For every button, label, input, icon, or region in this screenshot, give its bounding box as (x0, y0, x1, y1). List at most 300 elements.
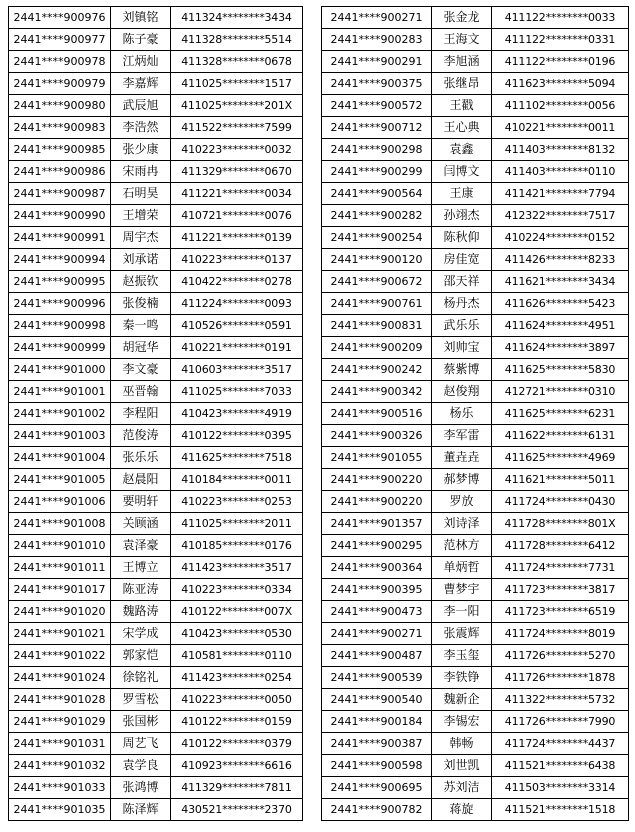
ticket-number-cell: 2441****900298 (322, 139, 432, 161)
table-row (9, 689, 303, 711)
table-row (322, 645, 629, 667)
table-row (322, 139, 629, 161)
table-row (9, 403, 303, 425)
id-number-cell: 411329********7811 (171, 777, 303, 799)
ticket-number-cell: 2441****900986 (9, 161, 111, 183)
table-row (322, 29, 629, 51)
table-row (322, 623, 629, 645)
id-number-cell: 411122********0033 (492, 7, 629, 29)
id-number-cell: 410221********0011 (492, 117, 629, 139)
id-number-cell: 411726********5270 (492, 645, 629, 667)
table-row (322, 557, 629, 579)
id-number-cell: 410423********4919 (171, 403, 303, 425)
ticket-number-cell: 2441****901033 (9, 777, 111, 799)
table-row (322, 755, 629, 777)
ticket-number-cell: 2441****901022 (9, 645, 111, 667)
student-name-cell: 张金龙 (432, 7, 492, 29)
student-name-cell: 李一阳 (432, 601, 492, 623)
student-name-cell: 魏新企 (432, 689, 492, 711)
id-number-cell: 411624********4951 (492, 315, 629, 337)
ticket-number-cell: 2441****900695 (322, 777, 432, 799)
table-row (9, 183, 303, 205)
table-row (9, 337, 303, 359)
table-row (9, 535, 303, 557)
table-row (9, 293, 303, 315)
ticket-number-cell: 2441****900672 (322, 271, 432, 293)
ticket-number-cell: 2441****900242 (322, 359, 432, 381)
id-number-cell: 411625********4969 (492, 447, 629, 469)
table-row (9, 161, 303, 183)
student-name-cell: 陈子豪 (111, 29, 171, 51)
table-row (9, 249, 303, 271)
student-name-cell: 赵俊翔 (432, 381, 492, 403)
student-name-cell: 李程阳 (111, 403, 171, 425)
id-number-cell: 410122********0395 (171, 425, 303, 447)
ticket-number-cell: 2441****900991 (9, 227, 111, 249)
table-row (9, 645, 303, 667)
id-number-cell: 410223********0334 (171, 579, 303, 601)
table-row (9, 315, 303, 337)
ticket-number-cell: 2441****901003 (9, 425, 111, 447)
student-name-cell: 秦一鸣 (111, 315, 171, 337)
table-row (322, 601, 629, 623)
id-number-cell: 411726********7990 (492, 711, 629, 733)
student-name-cell: 李玉玺 (432, 645, 492, 667)
student-name-cell: 单炳哲 (432, 557, 492, 579)
ticket-number-cell: 2441****900564 (322, 183, 432, 205)
ticket-number-cell: 2441****900220 (322, 469, 432, 491)
ticket-number-cell: 2441****900364 (322, 557, 432, 579)
id-number-cell: 411728********6412 (492, 535, 629, 557)
id-number-cell: 410224********0152 (492, 227, 629, 249)
table-row (9, 469, 303, 491)
student-name-cell: 闫博文 (432, 161, 492, 183)
id-number-cell: 412721********0310 (492, 381, 629, 403)
student-name-cell: 郝梦博 (432, 469, 492, 491)
ticket-number-cell: 2441****900782 (322, 799, 432, 821)
student-name-cell: 关顾涵 (111, 513, 171, 535)
student-name-cell: 罗放 (432, 491, 492, 513)
id-number-cell: 411723********6519 (492, 601, 629, 623)
id-number-cell: 411625********6231 (492, 403, 629, 425)
ticket-number-cell: 2441****901031 (9, 733, 111, 755)
student-name-cell: 石明昊 (111, 183, 171, 205)
ticket-number-cell: 2441****900980 (9, 95, 111, 117)
ticket-number-cell: 2441****900712 (322, 117, 432, 139)
id-number-cell: 411328********0678 (171, 51, 303, 73)
table-row (322, 513, 629, 535)
student-name-cell: 武辰旭 (111, 95, 171, 117)
id-number-cell: 411623********5094 (492, 73, 629, 95)
table-row (9, 491, 303, 513)
student-name-cell: 王戳 (432, 95, 492, 117)
id-number-cell: 411025********201X (171, 95, 303, 117)
id-number-cell: 410223********0253 (171, 491, 303, 513)
roster-table-left (8, 6, 303, 821)
table-row (322, 711, 629, 733)
id-number-cell: 410223********0137 (171, 249, 303, 271)
ticket-number-cell: 2441****900283 (322, 29, 432, 51)
ticket-number-cell: 2441****901002 (9, 403, 111, 425)
ticket-number-cell: 2441****900282 (322, 205, 432, 227)
id-number-cell: 410223********0032 (171, 139, 303, 161)
id-number-cell: 410221********0191 (171, 337, 303, 359)
id-number-cell: 411122********0196 (492, 51, 629, 73)
table-row (9, 359, 303, 381)
ticket-number-cell: 2441****900572 (322, 95, 432, 117)
student-name-cell: 宋雨冉 (111, 161, 171, 183)
table-row (322, 535, 629, 557)
student-name-cell: 杨乐 (432, 403, 492, 425)
table-row (322, 667, 629, 689)
student-name-cell: 张俊楠 (111, 293, 171, 315)
ticket-number-cell: 2441****900996 (9, 293, 111, 315)
student-name-cell: 武乐乐 (432, 315, 492, 337)
ticket-number-cell: 2441****901029 (9, 711, 111, 733)
ticket-number-cell: 2441****900994 (9, 249, 111, 271)
student-name-cell: 江炳灿 (111, 51, 171, 73)
table-row (322, 381, 629, 403)
student-name-cell: 刘诗泽 (432, 513, 492, 535)
id-number-cell: 411624********3897 (492, 337, 629, 359)
student-name-cell: 袁鑫 (432, 139, 492, 161)
id-number-cell: 411723********3817 (492, 579, 629, 601)
ticket-number-cell: 2441****901010 (9, 535, 111, 557)
id-number-cell: 410721********0076 (171, 205, 303, 227)
table-row (9, 799, 303, 821)
ticket-number-cell: 2441****900831 (322, 315, 432, 337)
id-number-cell: 411625********7518 (171, 447, 303, 469)
table-row (322, 337, 629, 359)
ticket-number-cell: 2441****900271 (322, 623, 432, 645)
id-number-cell: 411521********1518 (492, 799, 629, 821)
table-row (9, 601, 303, 623)
id-number-cell: 411221********0034 (171, 183, 303, 205)
ticket-number-cell: 2441****900985 (9, 139, 111, 161)
ticket-number-cell: 2441****900539 (322, 667, 432, 689)
table-row (322, 799, 629, 821)
ticket-number-cell: 2441****901021 (9, 623, 111, 645)
table-row (322, 293, 629, 315)
ticket-number-cell: 2441****901011 (9, 557, 111, 579)
table-row (322, 469, 629, 491)
table-row (322, 7, 629, 29)
table-row (322, 425, 629, 447)
ticket-number-cell: 2441****900999 (9, 337, 111, 359)
id-number-cell: 411328********5514 (171, 29, 303, 51)
ticket-number-cell: 2441****900326 (322, 425, 432, 447)
id-number-cell: 411324********3434 (171, 7, 303, 29)
roster-table-left-body (9, 7, 303, 821)
ticket-number-cell: 2441****901020 (9, 601, 111, 623)
student-name-cell: 袁泽豪 (111, 535, 171, 557)
table-row (9, 623, 303, 645)
ticket-number-cell: 2441****900220 (322, 491, 432, 513)
student-name-cell: 赵晨阳 (111, 469, 171, 491)
ticket-number-cell: 2441****900516 (322, 403, 432, 425)
id-number-cell: 411329********0670 (171, 161, 303, 183)
table-row (322, 51, 629, 73)
student-name-cell: 王康 (432, 183, 492, 205)
id-number-cell: 411521********6438 (492, 755, 629, 777)
id-number-cell: 411221********0139 (171, 227, 303, 249)
table-row (9, 227, 303, 249)
ticket-number-cell: 2441****900983 (9, 117, 111, 139)
table-row (9, 579, 303, 601)
id-number-cell: 411025********2011 (171, 513, 303, 535)
id-number-cell: 410223********0050 (171, 689, 303, 711)
table-row (322, 73, 629, 95)
student-name-cell: 刘镇铭 (111, 7, 171, 29)
student-name-cell: 张国彬 (111, 711, 171, 733)
student-name-cell: 李旭涵 (432, 51, 492, 73)
student-name-cell: 王增荣 (111, 205, 171, 227)
roster-table-right (321, 6, 629, 821)
student-name-cell: 范林方 (432, 535, 492, 557)
ticket-number-cell: 2441****900987 (9, 183, 111, 205)
student-name-cell: 周宇杰 (111, 227, 171, 249)
table-row (9, 755, 303, 777)
ticket-number-cell: 2441****901024 (9, 667, 111, 689)
id-number-cell: 411403********0110 (492, 161, 629, 183)
student-name-cell: 周艺飞 (111, 733, 171, 755)
table-row (322, 447, 629, 469)
table-row (9, 513, 303, 535)
student-name-cell: 房佳宽 (432, 249, 492, 271)
table-row (9, 667, 303, 689)
table-row (322, 205, 629, 227)
id-number-cell: 411724********0430 (492, 491, 629, 513)
student-name-cell: 曹梦宇 (432, 579, 492, 601)
ticket-number-cell: 2441****901032 (9, 755, 111, 777)
id-number-cell: 411025********1517 (171, 73, 303, 95)
ticket-number-cell: 2441****901008 (9, 513, 111, 535)
table-row (322, 777, 629, 799)
id-number-cell: 411724********4437 (492, 733, 629, 755)
id-number-cell: 411621********5011 (492, 469, 629, 491)
student-name-cell: 李铁铮 (432, 667, 492, 689)
ticket-number-cell: 2441****900598 (322, 755, 432, 777)
id-number-cell: 411403********8132 (492, 139, 629, 161)
id-number-cell: 410526********0591 (171, 315, 303, 337)
id-number-cell: 411423********0254 (171, 667, 303, 689)
id-number-cell: 411102********0056 (492, 95, 629, 117)
ticket-number-cell: 2441****901001 (9, 381, 111, 403)
ticket-number-cell: 2441****901035 (9, 799, 111, 821)
table-row (9, 711, 303, 733)
id-number-cell: 411122********0331 (492, 29, 629, 51)
student-name-cell: 张乐乐 (111, 447, 171, 469)
ticket-number-cell: 2441****900120 (322, 249, 432, 271)
student-name-cell: 要明轩 (111, 491, 171, 513)
table-row (322, 161, 629, 183)
id-number-cell: 411625********5830 (492, 359, 629, 381)
student-name-cell: 范俊涛 (111, 425, 171, 447)
ticket-number-cell: 2441****900761 (322, 293, 432, 315)
id-number-cell: 411224********0093 (171, 293, 303, 315)
id-number-cell: 411423********3517 (171, 557, 303, 579)
ticket-number-cell: 2441****901028 (9, 689, 111, 711)
table-row (9, 271, 303, 293)
table-row (9, 777, 303, 799)
ticket-number-cell: 2441****900254 (322, 227, 432, 249)
student-name-cell: 刘承诺 (111, 249, 171, 271)
id-number-cell: 410122********007X (171, 601, 303, 623)
student-name-cell: 李浩然 (111, 117, 171, 139)
id-number-cell: 411025********7033 (171, 381, 303, 403)
table-row (9, 425, 303, 447)
table-row (322, 315, 629, 337)
table-row (9, 139, 303, 161)
table-row (322, 183, 629, 205)
ticket-number-cell: 2441****901005 (9, 469, 111, 491)
table-row (9, 7, 303, 29)
table-row (322, 491, 629, 513)
table-row (322, 95, 629, 117)
student-name-cell: 苏刘洁 (432, 777, 492, 799)
id-number-cell: 410122********0159 (171, 711, 303, 733)
id-number-cell: 411621********3434 (492, 271, 629, 293)
student-name-cell: 蒋旋 (432, 799, 492, 821)
ticket-number-cell: 2441****900990 (9, 205, 111, 227)
table-row (9, 447, 303, 469)
id-number-cell: 430521********2370 (171, 799, 303, 821)
student-name-cell: 陈亚涛 (111, 579, 171, 601)
table-row (322, 271, 629, 293)
table-row (9, 117, 303, 139)
student-name-cell: 张少康 (111, 139, 171, 161)
id-number-cell: 410185********0176 (171, 535, 303, 557)
student-name-cell: 李锡宏 (432, 711, 492, 733)
student-name-cell: 巫晋翰 (111, 381, 171, 403)
id-number-cell: 410184********0011 (171, 469, 303, 491)
id-number-cell: 411322********5732 (492, 689, 629, 711)
table-row (9, 733, 303, 755)
id-number-cell: 410423********0530 (171, 623, 303, 645)
table-row (9, 95, 303, 117)
student-name-cell: 王海文 (432, 29, 492, 51)
id-number-cell: 410422********0278 (171, 271, 303, 293)
table-row (9, 29, 303, 51)
id-number-cell: 411503********3314 (492, 777, 629, 799)
student-name-cell: 胡冠华 (111, 337, 171, 359)
table-row (322, 403, 629, 425)
ticket-number-cell: 2441****901000 (9, 359, 111, 381)
ticket-number-cell: 2441****900979 (9, 73, 111, 95)
student-name-cell: 孙翊杰 (432, 205, 492, 227)
ticket-number-cell: 2441****900998 (9, 315, 111, 337)
student-name-cell: 魏路涛 (111, 601, 171, 623)
id-number-cell: 411426********8233 (492, 249, 629, 271)
ticket-number-cell: 2441****900976 (9, 7, 111, 29)
student-name-cell: 郭家恺 (111, 645, 171, 667)
id-number-cell: 411726********1878 (492, 667, 629, 689)
ticket-number-cell: 2441****900342 (322, 381, 432, 403)
ticket-number-cell: 2441****900271 (322, 7, 432, 29)
student-name-cell: 王心典 (432, 117, 492, 139)
table-row (9, 51, 303, 73)
student-name-cell: 韩畅 (432, 733, 492, 755)
ticket-number-cell: 2441****900299 (322, 161, 432, 183)
ticket-number-cell: 2441****900473 (322, 601, 432, 623)
table-row (322, 689, 629, 711)
id-number-cell: 410122********0379 (171, 733, 303, 755)
table-row (322, 227, 629, 249)
student-name-cell: 赵振钦 (111, 271, 171, 293)
student-name-cell: 张震辉 (432, 623, 492, 645)
student-name-cell: 王博立 (111, 557, 171, 579)
ticket-number-cell: 2441****900995 (9, 271, 111, 293)
student-name-cell: 杨丹杰 (432, 293, 492, 315)
ticket-number-cell: 2441****901006 (9, 491, 111, 513)
student-name-cell: 蔡紫博 (432, 359, 492, 381)
id-number-cell: 411421********7794 (492, 183, 629, 205)
id-number-cell: 411724********7731 (492, 557, 629, 579)
student-name-cell: 李文豪 (111, 359, 171, 381)
id-number-cell: 410581********0110 (171, 645, 303, 667)
id-number-cell: 411522********7599 (171, 117, 303, 139)
id-number-cell: 411626********5423 (492, 293, 629, 315)
id-number-cell: 411728********801X (492, 513, 629, 535)
ticket-number-cell: 2441****900387 (322, 733, 432, 755)
ticket-number-cell: 2441****900540 (322, 689, 432, 711)
id-number-cell: 411724********8019 (492, 623, 629, 645)
student-name-cell: 张继昂 (432, 73, 492, 95)
ticket-number-cell: 2441****900977 (9, 29, 111, 51)
student-name-cell: 刘世凯 (432, 755, 492, 777)
ticket-number-cell: 2441****900209 (322, 337, 432, 359)
ticket-number-cell: 2441****901004 (9, 447, 111, 469)
ticket-number-cell: 2441****901055 (322, 447, 432, 469)
id-number-cell: 410603********3517 (171, 359, 303, 381)
student-name-cell: 宋学成 (111, 623, 171, 645)
table-row (9, 73, 303, 95)
id-number-cell: 412322********7517 (492, 205, 629, 227)
student-name-cell: 罗雪松 (111, 689, 171, 711)
student-name-cell: 陈秋仰 (432, 227, 492, 249)
ticket-number-cell: 2441****900375 (322, 73, 432, 95)
id-number-cell: 410923********6616 (171, 755, 303, 777)
ticket-number-cell: 2441****900978 (9, 51, 111, 73)
ticket-number-cell: 2441****900184 (322, 711, 432, 733)
ticket-number-cell: 2441****901357 (322, 513, 432, 535)
table-row (322, 249, 629, 271)
ticket-number-cell: 2441****901017 (9, 579, 111, 601)
student-name-cell: 邵天祥 (432, 271, 492, 293)
table-row (322, 359, 629, 381)
student-name-cell: 陈泽辉 (111, 799, 171, 821)
roster-table-right-body (322, 7, 629, 821)
student-name-cell: 徐铭礼 (111, 667, 171, 689)
student-name-cell: 袁学良 (111, 755, 171, 777)
ticket-number-cell: 2441****900487 (322, 645, 432, 667)
id-number-cell: 411622********6131 (492, 425, 629, 447)
student-name-cell: 张鸿博 (111, 777, 171, 799)
table-row (9, 557, 303, 579)
table-row (322, 733, 629, 755)
table-row (9, 205, 303, 227)
ticket-number-cell: 2441****900395 (322, 579, 432, 601)
student-name-cell: 董垚垚 (432, 447, 492, 469)
ticket-number-cell: 2441****900291 (322, 51, 432, 73)
table-row (322, 117, 629, 139)
table-row (9, 381, 303, 403)
ticket-number-cell: 2441****900295 (322, 535, 432, 557)
table-row (322, 579, 629, 601)
student-name-cell: 李军雷 (432, 425, 492, 447)
student-name-cell: 李嘉辉 (111, 73, 171, 95)
student-name-cell: 刘帅宝 (432, 337, 492, 359)
